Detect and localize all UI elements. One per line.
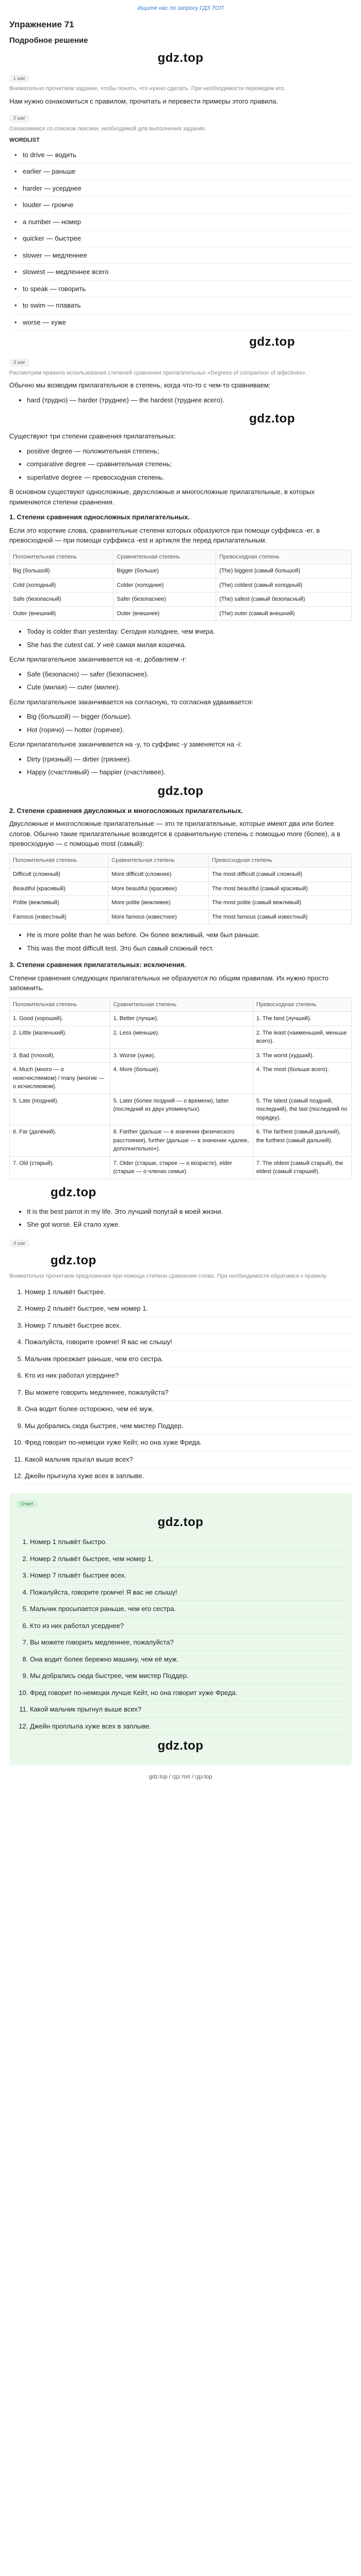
rule-text: В основном существуют односложные, двухсложные и многосложные прилагательные, в которых применяются степени сравнения. [9, 488, 315, 506]
example-list [27, 1205, 352, 1231]
rule-text: Если прилагательное заканчивается на согласную, то согласная удваивается: [9, 698, 254, 706]
rule-heading: 1. Степени сравнения односложных прилагательных. [9, 513, 190, 521]
degrees-list [27, 445, 352, 484]
table-cell: 7. Old (старый). [10, 1156, 110, 1179]
list-item: 10. Фред говорит по-немецки хуже Кейт, но она хуже Фреда. [25, 1434, 352, 1451]
list-item: 5. Мальчик просыпается раньше, чем его сестра. [30, 1601, 344, 1618]
table-cell: Famous (известный) [10, 910, 108, 924]
table-cell: (The) biggest (самый большой) [216, 564, 352, 579]
table-cell: Safe (безопасный) [10, 592, 113, 607]
example-list [27, 753, 352, 779]
step-1-tag: 1 шаг [9, 75, 29, 83]
table-cell: 1. The best (лучший). [253, 1012, 351, 1026]
example-item: • Today is colder than yesterday. Сегодня холоднее, чем вчера. [27, 625, 352, 638]
example-item: • Happy (счастливый) — happier (счастливее). [27, 766, 352, 779]
step-2-tag: 2 шаг [9, 114, 29, 123]
table-cell: 1. Better (лучше). [110, 1012, 253, 1026]
list-item: 8. Она водит более осторожно, чем её муж. [25, 1401, 352, 1418]
table-row [10, 1125, 352, 1157]
wordlist-item: • to swim — плавать [14, 297, 352, 314]
table-cell: 3. Worse (хуже). [110, 1048, 253, 1063]
degree-item: • comparative degree — сравнительная степень; [27, 457, 352, 471]
example-item: • She has the cutest cat. У неё самая милая кошечка. [27, 638, 352, 652]
search-hint-link[interactable]: Ищите нас по запросу ГДЗ ТОП [137, 5, 224, 11]
table-row [10, 1094, 352, 1125]
rule-text: Степени сравнения следующих прилагательных не образуются по общим правилам. Их нужно просто запомнить. [9, 974, 329, 992]
answer-block [9, 1493, 352, 1766]
wordlist-item: • louder — громче [14, 197, 352, 214]
table-cell: 3. Bad (плохой). [10, 1048, 110, 1063]
table-header: Сравнительная степень [110, 997, 253, 1012]
table-cell: 7. The oldest (самый старый), the eldest (самый старший). [253, 1156, 351, 1179]
wordlist-item: • earlier — раньше [14, 163, 352, 180]
rule-text: Если прилагательное заканчивается на -e, добавляем -r: [9, 655, 187, 663]
watermark: gdz.top [249, 412, 295, 426]
table-cell: 4. The most (больше всего). [253, 1063, 351, 1094]
list-item: 2. Номер 2 плывёт быстрее, чем номер 1. [25, 1300, 352, 1317]
list-item: 9. Мы добрались сюда быстрее, чем мистер Поддер. [30, 1668, 344, 1685]
table-row [10, 578, 352, 592]
table-cell: 5. Later (более поздний — о времени), latter (последний из двух упомянутых). [110, 1094, 253, 1125]
list-item: 6. Кто из них работал усерднее? [30, 1618, 344, 1635]
list-item: 6. Кто из них работал усерднее? [25, 1367, 352, 1384]
table-cell: More famous (известнее) [108, 910, 209, 924]
list-item: 9. Мы добрались сюда быстрее, чем мистер Поддер. [25, 1418, 352, 1435]
table-cell: 6. Farther (дальше — в значении физического расстояния), further (дальше — в значении «далее, дополнительно»). [110, 1125, 253, 1157]
list-item: 7. Вы можете говорить медленнее, пожалуйста? [25, 1384, 352, 1401]
example-item: • It is the best parrot in my life. Это лучший попугай в моей жизни. [27, 1205, 352, 1218]
wordlist-label: WORDLIST [9, 137, 40, 143]
wordlist-item: • to drive — водить [14, 147, 352, 164]
example-item: • Big (большой) — bigger (больше). [27, 710, 352, 723]
table-cell: Difficult (сложный) [10, 868, 108, 882]
table-row [10, 910, 352, 924]
table-row [10, 1026, 352, 1048]
list-item: 2. Номер 2 плывёт быстрее, чем номер 1. [30, 1551, 344, 1568]
wordlist-item: • slowest — медленнее всего [14, 264, 352, 281]
table-cell: The most famous (самый известный) [209, 910, 352, 924]
example-list [27, 625, 352, 651]
comparison-table-1 [9, 550, 352, 621]
table-row [10, 1063, 352, 1094]
table-header: Превосходная степень [209, 853, 352, 868]
list-item: 11. Какой мальчик прыгнул выше всех? [30, 1701, 344, 1718]
list-item: 8. Она водит более бережно машину, чем её муж. [30, 1651, 344, 1668]
table-cell: (The) coldest (самый холодный) [216, 578, 352, 592]
table-cell: 3. The worst (худший). [253, 1048, 351, 1063]
example-item: • Hot (горячо) — hotter (горячее). [27, 723, 352, 737]
comparison-table-3 [9, 997, 352, 1179]
table-row [10, 1048, 352, 1063]
rule-text: Двусложные и многосложные прилагательные — это те прилагательные, которые имеют два или более слогов. Обычно такие прилагательные возводятся в сравнительную степень с помощью more (более), а в превосходную — с помощью most (самый): [9, 820, 340, 848]
page-title: Упражнение 71 [9, 19, 74, 29]
table-cell: 1. Good (хороший). [10, 1012, 110, 1026]
watermark: gdz.top [157, 784, 204, 798]
table-cell: 2. The least (наименьший, меньше всего). [253, 1026, 351, 1048]
example-item: • hard (трудно) — harder (труднее) — the hardest (труднее всего). [27, 394, 352, 407]
list-item: 12. Джейн проплыла хуже всех в заплыве. [30, 1718, 344, 1735]
table-cell: 5. The latest (самый поздний, последний), the last (последний по порядку). [253, 1094, 351, 1125]
table-cell: Outer (внешнее) [113, 606, 216, 621]
wordlist-item: • slower — медленнее [14, 247, 352, 264]
step-4-note: Внимательно прочитаем предложения при помощи степени сравнения слова. При необходимости обратимся к правилу. [9, 1273, 327, 1279]
table-cell: 2. Little (маленький). [10, 1026, 110, 1048]
table-header: Положительная степень [10, 997, 110, 1012]
table-header: Сравнительная степень [113, 550, 216, 564]
comparison-table-2 [9, 853, 352, 925]
list-item: 3. Номер 7 плывёт быстрее всех. [30, 1567, 344, 1584]
example-list [27, 394, 352, 407]
table-row [10, 868, 352, 882]
example-item: • He is more polite than he was before. Он более вежливый, чем был раньше. [27, 928, 352, 942]
list-item: 1. Номер 1 плывёт быстро. [30, 1534, 344, 1551]
section-title: Подробное решение [9, 36, 88, 45]
degree-item: • superlative degree — превосходная степень. [27, 471, 352, 484]
answer-list [30, 1534, 344, 1735]
wordlist-item: • harder — усерднее [14, 180, 352, 197]
table-header: Сравнительная степень [108, 853, 209, 868]
table-cell: Colder (холоднее) [113, 578, 216, 592]
answer-tag: Ответ [17, 1500, 38, 1509]
watermark: gdz.top [249, 335, 295, 349]
wordlist-item: • a number — номер [14, 214, 352, 231]
table-header: Превосходная степень [216, 550, 352, 564]
table-row [10, 1156, 352, 1179]
rule-text: Существуют три степени сравнения прилагательных: [9, 432, 176, 440]
table-cell: More polite (вежливее) [108, 896, 209, 910]
table-row [10, 606, 352, 621]
watermark: gdz.top [157, 50, 204, 65]
wordlist-item: • worse — хуже [14, 314, 352, 331]
example-item: • Dirty (грязный) — dirtier (грязнее). [27, 753, 352, 766]
step-2-note: Ознакомимся со списком лексики, необходимой для выполнения задания. [9, 125, 206, 132]
table-cell: More beautiful (красивее) [108, 882, 209, 896]
example-item: • Safe (безопасно) — safer (безопаснее). [27, 668, 352, 681]
rule-heading: 2. Степени сравнения двусложных и многосложных прилагательных. [9, 806, 243, 815]
table-cell: Cold (холодный) [10, 578, 113, 592]
step-1-text: Нам нужно ознакомиться с правилом, прочитать и перевести примеры этого правила. [9, 97, 278, 105]
table-header: Превосходная степень [253, 997, 351, 1012]
step-1-note: Внимательно прочитаем задание, чтобы понять, что нужно сделать. При необходимости переведём его. [9, 86, 286, 92]
rule-text: Если это короткие слова, сравнительные степени которых образуются при помощи суффикса -er, в превосходной — при помощи суффикса -est и артикля the перед прилагательным. [9, 526, 320, 544]
translation-list [25, 1284, 352, 1485]
rule-heading: 3. Степени сравнения прилагательных: исключения. [9, 961, 186, 969]
table-cell: Big (большой) [10, 564, 113, 579]
table-cell: (The) safest (самый безопасный) [216, 592, 352, 607]
table-cell: 2. Less (меньше). [110, 1026, 253, 1048]
list-item: 3. Номер 7 плывёт быстрее всех. [25, 1317, 352, 1334]
table-cell: 4. More (больше). [110, 1063, 253, 1094]
list-item: 5. Мальчик проезжает раньше, чем его сестра. [25, 1351, 352, 1368]
table-header: Положительная степень [10, 853, 108, 868]
table-row [10, 882, 352, 896]
list-item: 4. Пожалуйста, говорите громче! Я вас не слышу! [25, 1334, 352, 1351]
list-item: 1. Номер 1 плывёт быстрее. [25, 1284, 352, 1301]
table-row [10, 896, 352, 910]
table-cell: More difficult (сложнее) [108, 868, 209, 882]
example-list [27, 710, 352, 736]
table-cell: Beautiful (красивый) [10, 882, 108, 896]
table-row [10, 1012, 352, 1026]
watermark: gdz.top [51, 1253, 96, 1267]
rule-text: Обычно мы возводим прилагательное в степень, когда что-то с чем-то сравниваем: [9, 381, 271, 389]
example-item: • Cute (милая) — cuter (милее). [27, 681, 352, 694]
wordlist-item: • to speak — говорить [14, 281, 352, 298]
footer-links[interactable]: gdz.top / гдз.топ / гдз.top [149, 1774, 212, 1780]
table-cell: The most difficult (самый сложный) [209, 868, 352, 882]
list-item: 11. Какой мальчик прыгал выше всех? [25, 1451, 352, 1468]
degree-item: • positive degree — положительная степень; [27, 445, 352, 458]
table-cell: The most polite (самый вежливый) [209, 896, 352, 910]
example-item: • This was the most difficult test. Это был самый сложный тест. [27, 942, 352, 955]
table-cell: 6. Far (далёкий). [10, 1125, 110, 1157]
list-item: 7. Вы можете говорить медленнее, пожалуйста? [30, 1634, 344, 1651]
example-item: • She got worse. Ей стало хуже. [27, 1218, 352, 1231]
table-cell: Bigger (больше) [113, 564, 216, 579]
step-3-note: Рассмотрим правило использования степеней сравнения прилагательных «Degrees of comparison of adjectives». [9, 369, 307, 376]
watermark: gdz.top [157, 1515, 204, 1529]
table-cell: 7. Older (старше, старее — о возрасте), elder (старше — о членах семьи). [110, 1156, 253, 1179]
example-list [27, 668, 352, 694]
step-3-tag: 3 шаг [9, 359, 29, 367]
wordlist-item: • quicker — быстрее [14, 230, 352, 247]
table-cell: 6. The farthest (самый дальний), the furthest (самый дальний). [253, 1125, 351, 1157]
table-cell: The most beautiful (самый красивый) [209, 882, 352, 896]
list-item: 10. Фред говорит по-немецки лучше Кейт, но она говорит хуже Фреда. [30, 1685, 344, 1702]
watermark: gdz.top [51, 1185, 96, 1199]
table-cell: Safer (безопаснее) [113, 592, 216, 607]
step-4-tag: 4 шаг [9, 1240, 29, 1248]
watermark: gdz.top [157, 1739, 204, 1753]
table-cell: 4. Much (много — о неисчисляемом) / many (многие — о исчисляемом). [10, 1063, 110, 1094]
list-item: 12. Джейн прыгнула хуже всех в заплыве. [25, 1468, 352, 1485]
list-item: 4. Пожалуйста, говорите громче! Я вас не слышу! [30, 1584, 344, 1601]
table-cell: Outer (внешний) [10, 606, 113, 621]
table-row [10, 564, 352, 579]
example-list [27, 928, 352, 955]
table-row [10, 592, 352, 607]
table-cell: (The) outer (самый внешний) [216, 606, 352, 621]
rule-text: Если прилагательное заканчивается на -y, то суффикс -y заменяется на -i: [9, 740, 242, 748]
table-cell: Polite (вежливый) [10, 896, 108, 910]
table-cell: 5. Late (поздний). [10, 1094, 110, 1125]
wordlist [14, 147, 352, 331]
table-header: Положительная степень [10, 550, 113, 564]
